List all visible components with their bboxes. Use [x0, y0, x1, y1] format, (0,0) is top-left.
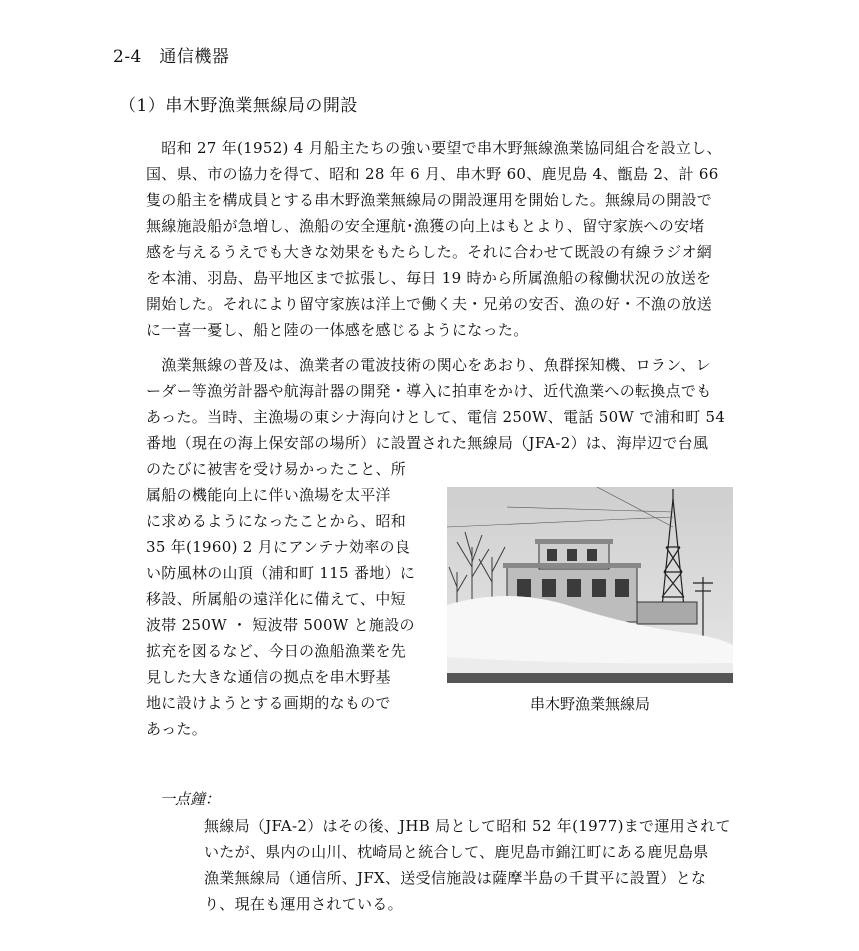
note-line: 漁業無線局（通信所、JFX、送受信施設は薩摩半島の千貫平に設置）とな — [204, 869, 707, 887]
text-line: 波帯 250W ・ 短波帯 500W と施設の — [146, 616, 415, 634]
photo-caption: 串木野漁業無線局 — [529, 695, 650, 713]
text-line: い防風林の山頂（浦和町 115 番地）に — [146, 564, 416, 582]
text-line: 番地（現在の海上保安部の場所）に設置された無線局（JFA-2）は、海岸辺で台風 — [146, 434, 709, 452]
text-line: あった。 — [146, 720, 208, 738]
text-line: 地に設けようとする画期的なもので — [146, 694, 391, 712]
text-line: に求めるようになったことから、昭和 — [146, 512, 407, 530]
text-line: 無線施設船が急増し、漁船の安全運航･漁獲の向上はもとより、留守家族への安堵 — [146, 217, 705, 235]
text-line: を本浦、羽島、島平地区まで拡張し、毎日 19 時から所属漁船の稼働状況の放送を — [146, 269, 712, 287]
text-line: 見した大きな通信の拠点を串木野基 — [146, 668, 391, 686]
radio-station-photo — [447, 487, 733, 683]
text-line: 属船の機能向上に伴い漁場を太平洋 — [146, 486, 391, 504]
text-line: 移設、所属船の遠洋化に備えて、中短 — [146, 590, 406, 608]
radio-station-photo-illustration — [447, 487, 733, 683]
text-line: あった。当時、主漁場の東シナ海向けとして、電信 250W、電話 50W で浦和町 54 — [146, 408, 726, 426]
section-heading — [113, 42, 229, 67]
text-line: 感を与えるうえでも大きな効果をもたらした。それに合わせて既設の有線ラジオ網 — [146, 243, 713, 261]
text-line: 開始した。それにより留守家族は洋上で働く夫・兄弟の安否、漁の好・不漁の放送 — [146, 295, 713, 313]
note-line: いたが、県内の山川、枕崎局と統合して、鹿児島市錦江町にある鹿児島県 — [204, 843, 709, 861]
subsection-heading: （1）串木野漁業無線局の開設 — [119, 96, 358, 116]
text-line: のたびに被害を受け易かったこと、所 — [146, 460, 407, 478]
text-line: 35 年(1960) 2 月にアンテナ効率の良 — [146, 538, 411, 556]
note-line: 無線局（JFA-2）はその後、JHB 局として昭和 52 年(1977)まで運用されて — [204, 817, 731, 835]
section-title: 通信機器 — [159, 47, 230, 67]
section-number: 2-4 — [113, 47, 142, 67]
note-line: り、現在も運用されている。 — [204, 895, 403, 913]
text-line: 国、県、市の協力を得て、昭和 28 年 6 月、串木野 60、鹿児島 4、甑島 2、計 66 — [146, 165, 719, 183]
note-title: 一点鐘： — [160, 790, 221, 808]
text-line: ーダー等漁労計器や航海計器の開発・導入に拍車をかけ、近代漁業への転換点でも — [146, 382, 712, 400]
text-line: に一喜一憂し、船と陸の一体感を感じるようになった。 — [146, 321, 529, 339]
text-line: 昭和 27 年(1952) 4 月船主たちの強い要望で串木野無線漁業協同組合を設立し、 — [146, 139, 722, 157]
text-line: 隻の船主を構成員とする串木野漁業無線局の開設運用を開始した。無線局の開設で — [146, 191, 713, 209]
text-line: 漁業無線の普及は、漁業者の電波技術の関心をあおり、魚群探知機、ロラン、レ — [146, 356, 711, 374]
text-line: 拡充を図るなど、今日の漁船漁業を先 — [146, 642, 407, 660]
